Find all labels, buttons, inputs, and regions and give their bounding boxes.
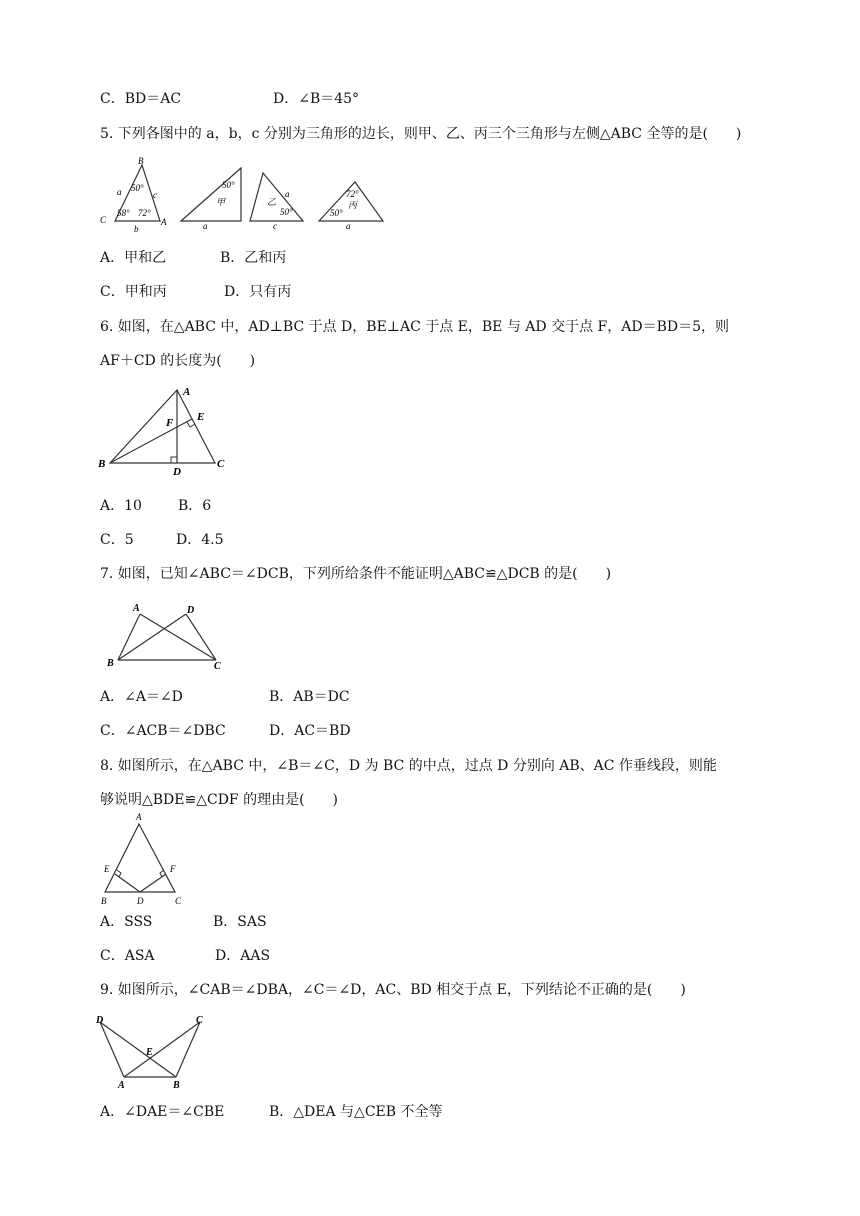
q6-option-a: A．10 xyxy=(100,498,142,514)
q5-figure xyxy=(95,155,395,235)
q7-option-c: C．∠ACB＝∠DBC xyxy=(100,723,226,739)
q8-label-d: D xyxy=(137,896,144,906)
q6-label-c: C xyxy=(217,458,225,470)
q7-segment-dc xyxy=(186,614,216,660)
q5-bing-name: 丙 xyxy=(348,200,358,210)
q9-figure xyxy=(92,1010,217,1092)
q4-option-c: C．BD＝AC xyxy=(100,91,182,107)
q4-option-d: D．∠B＝45° xyxy=(273,91,360,107)
q7-option-a: A．∠A＝∠D xyxy=(100,689,183,705)
q5-option-c: C．甲和丙 xyxy=(100,284,167,300)
q5-option-b: B．乙和丙 xyxy=(220,250,287,266)
q6-label-f: F xyxy=(166,417,174,429)
q8-option-a: A．SSS xyxy=(100,914,153,930)
q5-bing-side: a xyxy=(346,221,351,231)
q6-stem-line2: AF＋CD 的长度为( ) xyxy=(100,353,256,369)
q5-triangle-jia xyxy=(181,168,241,221)
q6-option-d: D．4.5 xyxy=(176,532,224,548)
q5-yi-angle: 50° xyxy=(280,207,293,217)
q5-bing-angle-left: 50° xyxy=(330,208,343,218)
q5-stem: 5. 下列各图中的 a，b，c 分别为三角形的边长，则甲、乙、丙三个三角形与左侧△ABC 全等的是( ) xyxy=(100,126,742,142)
q7-figure xyxy=(100,600,235,670)
q9-label-a: A xyxy=(118,1080,125,1091)
q8-label-c: C xyxy=(175,896,182,906)
q5-jia-side: a xyxy=(203,221,208,231)
q8-label-b: B xyxy=(101,896,107,906)
q7-label-b: B xyxy=(107,658,114,669)
q7-label-a: A xyxy=(133,603,140,614)
q7-label-c: C xyxy=(214,661,221,672)
q6-label-b: B xyxy=(98,458,106,470)
q5-side-a: a xyxy=(117,187,122,197)
q5-jia-angle: 50° xyxy=(222,180,235,190)
q8-label-e: E xyxy=(104,864,110,874)
q5-label-b: B xyxy=(138,156,144,166)
q5-label-a: A xyxy=(161,217,167,227)
q5-side-b: b xyxy=(134,224,139,234)
q7-stem: 7. 如图，已知∠ABC＝∠DCB，下列所给条件不能证明△ABC≌△DCB 的是( ) xyxy=(100,566,612,582)
q9-label-e: E xyxy=(146,1047,153,1058)
q8-stem-line2: 够说明△BDE≌△CDF 的理由是( ) xyxy=(100,792,339,808)
q5-option-d: D．只有丙 xyxy=(224,284,292,300)
q8-option-b: B．SAS xyxy=(213,914,267,930)
q6-figure xyxy=(95,385,245,480)
q5-label-c: C xyxy=(100,215,107,225)
q6-label-d: D xyxy=(173,466,181,478)
q6-triangle-abc xyxy=(110,390,215,463)
q8-option-c: C．ASA xyxy=(100,948,155,964)
q5-angle-b: 50° xyxy=(131,183,144,193)
q8-stem-line1: 8. 如图所示，在△ABC 中，∠B＝∠C，D 为 BC 的中点，过点 D 分别向 AB、AC 作垂线段，则能 xyxy=(100,758,717,774)
q5-angle-c: 58° xyxy=(117,208,130,218)
q6-label-a: A xyxy=(183,386,191,398)
q5-yi-side-c: c xyxy=(273,221,277,231)
q8-triangle-abc xyxy=(105,824,175,892)
q6-option-b: B．6 xyxy=(178,498,212,514)
q7-option-b: B．AB＝DC xyxy=(269,689,350,705)
q5-side-c: c xyxy=(153,190,157,200)
q6-right-angle-d xyxy=(171,457,177,463)
q6-option-c: C．5 xyxy=(100,532,134,548)
q8-figure xyxy=(95,810,195,908)
q7-option-d: D．AC＝BD xyxy=(269,723,351,739)
q9-option-a: A．∠DAE＝∠CBE xyxy=(100,1104,225,1120)
q5-jia-name: 甲 xyxy=(216,197,226,207)
q6-label-e: E xyxy=(197,411,205,423)
q5-triangle-yi xyxy=(250,173,303,221)
q6-altitude-be xyxy=(110,419,192,463)
q9-label-b: B xyxy=(173,1080,180,1091)
q5-yi-side-a: a xyxy=(285,189,290,199)
q9-stem: 9. 如图所示，∠CAB＝∠DBA，∠C＝∠D，AC、BD 相交于点 E，下列结论不正确的是( ) xyxy=(100,982,686,998)
q6-stem-line1: 6. 如图，在△ABC 中，AD⊥BC 于点 D，BE⊥AC 于点 E，BE 与 AD 交于点 F，AD＝BD＝5，则 xyxy=(100,319,730,335)
q5-option-a: A．甲和乙 xyxy=(100,250,167,266)
q5-bing-angle-top: 72° xyxy=(346,189,359,199)
q5-yi-name: 乙 xyxy=(267,197,277,207)
q9-label-d: D xyxy=(96,1015,104,1026)
q8-label-f: F xyxy=(170,864,176,874)
q5-angle-a: 72° xyxy=(138,208,151,218)
q7-label-d: D xyxy=(187,605,195,616)
q8-option-d: D．AAS xyxy=(215,948,271,964)
q8-label-a: A xyxy=(136,812,142,822)
q9-label-c: C xyxy=(196,1015,203,1026)
q9-option-b: B．△DEA 与△CEB 不全等 xyxy=(269,1104,443,1120)
